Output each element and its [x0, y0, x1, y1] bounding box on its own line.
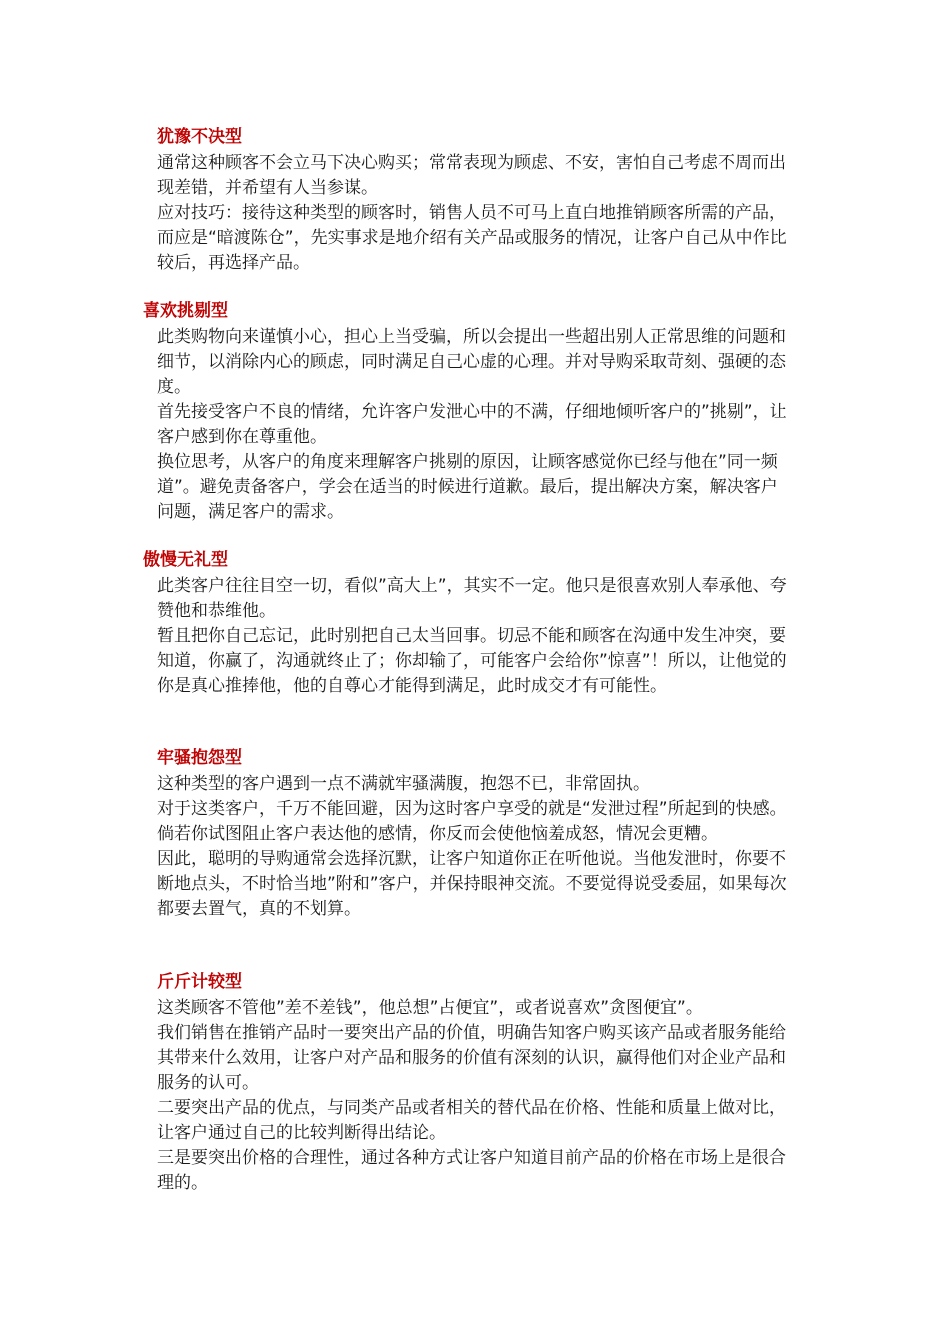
- section-hesitant: [0, 125, 950, 276]
- section-calculating: [0, 970, 950, 1196]
- section-paragraph: 三是要突出价格的合理性，通过各种方式让客户知道目前产品的价格在市场上是很合理的。: [157, 1148, 786, 1193]
- section-paragraph: 换位思考，从客户的角度来理解客户挑剔的原因，让顾客感觉你已经与他在”同一频道”。避免责备客户，学会在适当的时候进行道歉。最后，提出解决方案，解决客户问题，满足客户的需求。: [157, 452, 778, 522]
- section-heading: 傲慢无礼型: [143, 550, 228, 570]
- section-picky: [0, 299, 950, 525]
- section-paragraph: 通常这种顾客不会立马下决心购买；常常表现为顾虑、不安，害怕自己考虑不周而出现差错，并希望有人当参谋。: [157, 153, 786, 198]
- section-paragraph: 这类顾客不管他”差不差钱”，他总想”占便宜”，或者说喜欢”贪图便宜”。: [157, 998, 703, 1018]
- section-complaining: [0, 746, 950, 922]
- section-arrogant: [0, 548, 950, 699]
- section-heading: 犹豫不决型: [157, 127, 242, 147]
- section-paragraph: 此类客户往往目空一切，看似”高大上”，其实不一定。他只是很喜欢别人奉承他、夸赞他和恭维他。: [157, 576, 787, 621]
- section-paragraph: 这种类型的客户遇到一点不满就牢骚满腹，抱怨不已，非常固执。: [157, 774, 650, 794]
- section-paragraph: 对于这类客户，千万不能回避，因为这时客户享受的就是“发泄过程”所起到的快感。倘若你试图阻止客户表达他的感情，你反而会使他恼羞成怒，情况会更糟。: [157, 799, 787, 844]
- section-paragraph: 首先接受客户不良的情绪，允许客户发泄心中的不满，仔细地倾听客户的”挑剔”，让客户感到你在尊重他。: [157, 402, 787, 447]
- section-heading: 牢骚抱怨型: [157, 748, 242, 768]
- section-paragraph: 暂且把你自己忘记，此时别把自己太当回事。切忌不能和顾客在沟通中发生冲突，要知道，你赢了，沟通就终止了；你却输了，可能客户会给你”惊喜”！所以，让他觉的你是真心推捧他，他的自尊心才能得到满足，此时成交才有可能性。: [157, 626, 787, 696]
- section-paragraph: 二要突出产品的优点，与同类产品或者相关的替代品在价格、性能和质量上做对比，让客户通过自己的比较判断得出结论。: [157, 1098, 786, 1143]
- section-paragraph: 应对技巧：接待这种类型的顾客时，销售人员不可马上直白地推销顾客所需的产品，而应是“暗渡陈仓”，先实事求是地介绍有关产品或服务的情况，让客户自己从中作比较后，再选择产品。: [157, 203, 787, 273]
- section-paragraph: 我们销售在推销产品时一要突出产品的价值，明确告知客户购买该产品或者服务能给其带来什么效用，让客户对产品和服务的价值有深刻的认识，赢得他们对企业产品和服务的认可。: [157, 1023, 786, 1093]
- section-heading: 斤斤计较型: [157, 972, 242, 992]
- section-paragraph: 因此，聪明的导购通常会选择沉默，让客户知道你正在听他说。当他发泄时，你要不断地点头，不时恰当地”附和”客户，并保持眼神交流。不要觉得说受委屈，如果每次都要去置气，真的不划算。: [157, 849, 787, 919]
- section-paragraph: 此类购物向来谨慎小心，担心上当受骗，所以会提出一些超出别人正常思维的问题和细节，以消除内心的顾虑，同时满足自己心虚的心理。并对导购采取苛刻、强硬的态度。: [157, 327, 786, 397]
- section-heading: 喜欢挑剔型: [143, 301, 228, 321]
